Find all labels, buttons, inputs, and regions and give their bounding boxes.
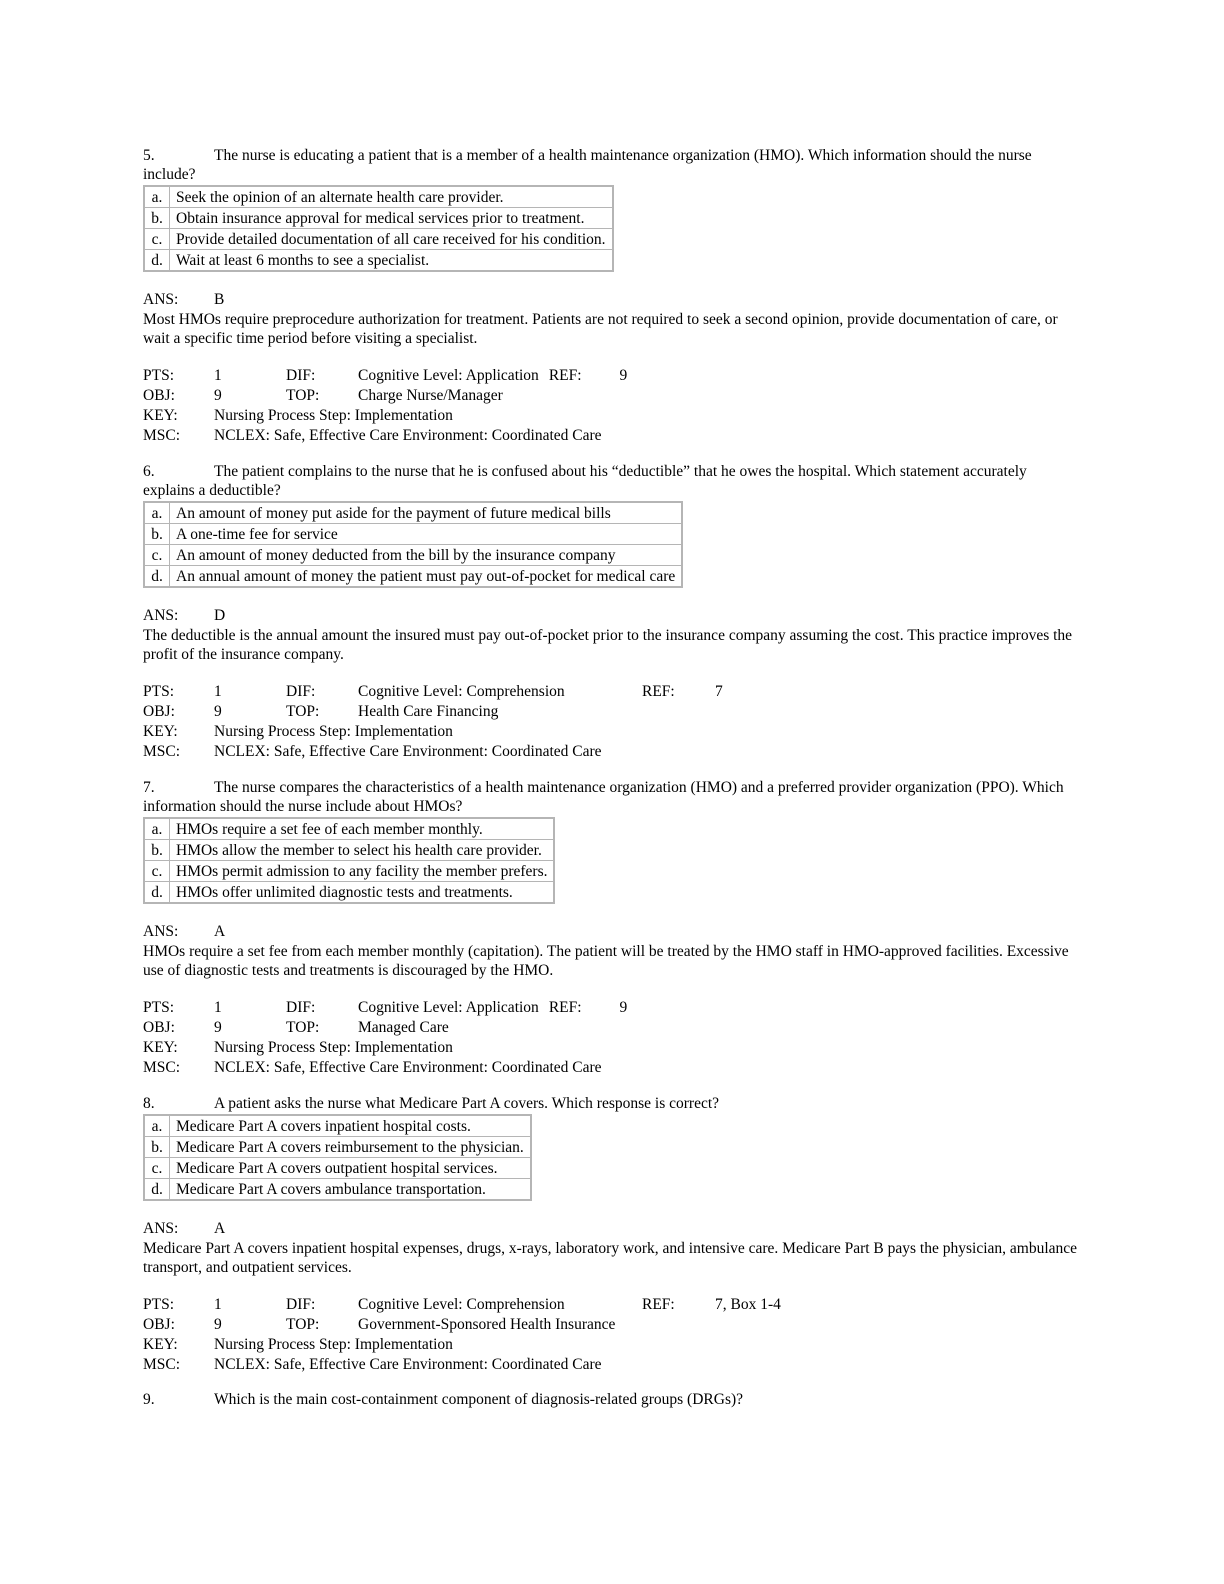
option-text: HMOs require a set fee of each member monthly. bbox=[170, 818, 555, 840]
option-letter: d. bbox=[144, 250, 170, 272]
key-label: KEY: bbox=[143, 407, 178, 424]
top-label: TOP: bbox=[286, 1019, 320, 1036]
question-stem bbox=[143, 462, 1078, 500]
option-letter: a. bbox=[144, 502, 170, 524]
option-row bbox=[144, 882, 554, 904]
question-number: 9. bbox=[143, 1391, 155, 1408]
question-number: 8. bbox=[143, 1095, 155, 1112]
option-text: HMOs permit admission to any facility the member prefers. bbox=[170, 861, 555, 882]
question-8 bbox=[143, 1094, 1078, 1375]
ans-label: ANS: bbox=[143, 607, 179, 624]
question-stem bbox=[143, 1390, 1078, 1409]
meta-row-obj bbox=[143, 386, 1078, 406]
ref-group bbox=[642, 1295, 781, 1314]
option-text: An annual amount of money the patient must pay out-of-pocket for medical care bbox=[170, 566, 683, 588]
option-row bbox=[144, 502, 682, 524]
dif-label: DIF: bbox=[286, 999, 316, 1016]
obj-label: OBJ: bbox=[143, 1019, 175, 1036]
option-row bbox=[144, 186, 613, 208]
option-row bbox=[144, 566, 682, 588]
meta-row-key bbox=[143, 722, 1078, 742]
question-text: The nurse compares the characteristics of a health maintenance organization (HMO) and a preferred provider organization (PPO). Which information should the nurse include about HMOs? bbox=[143, 779, 1064, 815]
option-row bbox=[144, 524, 682, 545]
question-text: The patient complains to the nurse that he is confused about his “deductible” that he owes the hospital. Which statement accurately explains a deductible? bbox=[143, 463, 1027, 499]
question-7 bbox=[143, 778, 1078, 1078]
pts-label: PTS: bbox=[143, 683, 175, 700]
top-label: TOP: bbox=[286, 1316, 320, 1333]
meta-row-msc bbox=[143, 742, 1078, 762]
msc-value: NCLEX: Safe, Effective Care Environment: Coordinated Care bbox=[214, 1356, 602, 1373]
answer-value: A bbox=[214, 923, 226, 940]
question-metadata bbox=[143, 366, 1078, 446]
option-letter: d. bbox=[144, 1179, 170, 1201]
question-5 bbox=[143, 146, 1078, 446]
key-value: Nursing Process Step: Implementation bbox=[214, 407, 453, 424]
obj-label: OBJ: bbox=[143, 387, 175, 404]
ref-group bbox=[549, 366, 627, 385]
key-label: KEY: bbox=[143, 1336, 178, 1353]
option-row bbox=[144, 208, 613, 229]
question-number: 6. bbox=[143, 463, 155, 480]
ref-label: REF: bbox=[548, 367, 582, 384]
meta-row-key bbox=[143, 406, 1078, 426]
option-row bbox=[144, 861, 554, 882]
ref-group bbox=[549, 998, 627, 1017]
key-value: Nursing Process Step: Implementation bbox=[214, 723, 453, 740]
question-stem bbox=[143, 1094, 1078, 1113]
obj-label: OBJ: bbox=[143, 703, 175, 720]
option-letter: c. bbox=[144, 861, 170, 882]
option-letter: b. bbox=[144, 524, 170, 545]
meta-row-msc bbox=[143, 1058, 1078, 1078]
top-value: Government-Sponsored Health Insurance bbox=[358, 1316, 616, 1333]
option-row bbox=[144, 545, 682, 566]
option-row bbox=[144, 229, 613, 250]
question-9 bbox=[143, 1390, 1078, 1409]
dif-label: DIF: bbox=[286, 367, 316, 384]
question-number: 5. bbox=[143, 147, 155, 164]
obj-value: 9 bbox=[214, 1316, 222, 1333]
question-text: The nurse is educating a patient that is a member of a health maintenance organization (HMO). Which information should the nurse include? bbox=[143, 147, 1032, 183]
ref-value: 7 bbox=[715, 683, 723, 700]
option-row bbox=[144, 840, 554, 861]
meta-row-key bbox=[143, 1038, 1078, 1058]
option-letter: a. bbox=[144, 186, 170, 208]
answer-options bbox=[143, 817, 555, 904]
pts-value: 1 bbox=[214, 999, 222, 1016]
question-stem bbox=[143, 778, 1078, 816]
option-text: HMOs offer unlimited diagnostic tests and treatments. bbox=[170, 882, 555, 904]
ans-label: ANS: bbox=[143, 1220, 179, 1237]
meta-row-pts bbox=[143, 682, 1078, 702]
question-metadata bbox=[143, 1295, 1078, 1375]
question-stem bbox=[143, 146, 1078, 184]
dif-label: DIF: bbox=[286, 1296, 316, 1313]
rationale: The deductible is the annual amount the insured must pay out-of-pocket prior to the insurance company assuming the cost. This practice improves the profit of the insurance company. bbox=[143, 627, 1073, 663]
key-value: Nursing Process Step: Implementation bbox=[214, 1039, 453, 1056]
option-text: An amount of money put aside for the payment of future medical bills bbox=[170, 502, 683, 524]
dif-value: Cognitive Level: Comprehension bbox=[358, 1296, 565, 1313]
dif-label: DIF: bbox=[286, 683, 316, 700]
msc-label: MSC: bbox=[143, 427, 181, 444]
question-6 bbox=[143, 462, 1078, 762]
option-text: Wait at least 6 months to see a specialist. bbox=[170, 250, 613, 272]
ans-label: ANS: bbox=[143, 291, 179, 308]
top-label: TOP: bbox=[286, 703, 320, 720]
option-row bbox=[144, 1137, 531, 1158]
option-text: Provide detailed documentation of all care received for his condition. bbox=[170, 229, 613, 250]
question-number: 7. bbox=[143, 779, 155, 796]
dif-value: Cognitive Level: Comprehension bbox=[358, 683, 565, 700]
msc-label: MSC: bbox=[143, 1356, 181, 1373]
meta-row-obj bbox=[143, 1018, 1078, 1038]
meta-row-key bbox=[143, 1335, 1078, 1355]
option-text: Medicare Part A covers ambulance transportation. bbox=[170, 1179, 531, 1201]
option-letter: a. bbox=[144, 818, 170, 840]
answer-value: A bbox=[214, 1220, 226, 1237]
ref-value: 7, Box 1-4 bbox=[715, 1296, 781, 1313]
ref-label: REF: bbox=[548, 999, 582, 1016]
top-value: Health Care Financing bbox=[358, 703, 499, 720]
answer-value: B bbox=[214, 291, 225, 308]
answer-options bbox=[143, 1114, 532, 1201]
rationale: HMOs require a set fee from each member monthly (capitation). The patient will be treated by the HMO staff in HMO-approved facilities. Excessive use of diagnostic tests and treatments is discouraged by the HMO. bbox=[143, 943, 1069, 979]
ans-label: ANS: bbox=[143, 923, 179, 940]
dif-value: Cognitive Level: Application bbox=[358, 999, 539, 1016]
answer-line bbox=[143, 922, 1078, 941]
msc-value: NCLEX: Safe, Effective Care Environment: Coordinated Care bbox=[214, 1059, 602, 1076]
answer-line bbox=[143, 606, 1078, 625]
msc-label: MSC: bbox=[143, 743, 181, 760]
option-text: Medicare Part A covers inpatient hospital costs. bbox=[170, 1115, 531, 1137]
obj-value: 9 bbox=[214, 703, 222, 720]
option-row bbox=[144, 818, 554, 840]
msc-value: NCLEX: Safe, Effective Care Environment: Coordinated Care bbox=[214, 427, 602, 444]
obj-value: 9 bbox=[214, 387, 222, 404]
rationale: Medicare Part A covers inpatient hospital expenses, drugs, x-rays, laboratory work, and intensive care. Medicare Part B pays the physician, ambulance transport, and outpatient services. bbox=[143, 1240, 1078, 1276]
option-text: Medicare Part A covers outpatient hospital services. bbox=[170, 1158, 531, 1179]
answer-line bbox=[143, 1219, 1078, 1238]
option-row bbox=[144, 1158, 531, 1179]
msc-label: MSC: bbox=[143, 1059, 181, 1076]
answer-value: D bbox=[214, 607, 226, 624]
option-letter: b. bbox=[144, 840, 170, 861]
pts-label: PTS: bbox=[143, 1296, 175, 1313]
pts-value: 1 bbox=[214, 1296, 222, 1313]
pts-value: 1 bbox=[214, 683, 222, 700]
ref-value: 9 bbox=[619, 367, 628, 384]
meta-row-pts bbox=[143, 366, 1078, 386]
obj-value: 9 bbox=[214, 1019, 222, 1036]
obj-label: OBJ: bbox=[143, 1316, 175, 1333]
top-value: Managed Care bbox=[358, 1019, 449, 1036]
option-letter: b. bbox=[144, 208, 170, 229]
option-letter: c. bbox=[144, 1158, 170, 1179]
meta-row-msc bbox=[143, 426, 1078, 446]
option-letter: d. bbox=[144, 566, 170, 588]
ref-label: REF: bbox=[642, 683, 675, 700]
msc-value: NCLEX: Safe, Effective Care Environment: Coordinated Care bbox=[214, 743, 602, 760]
option-text: An amount of money deducted from the bill by the insurance company bbox=[170, 545, 683, 566]
ref-value: 9 bbox=[619, 999, 628, 1016]
dif-value: Cognitive Level: Application bbox=[358, 367, 539, 384]
option-letter: b. bbox=[144, 1137, 170, 1158]
pts-label: PTS: bbox=[143, 999, 175, 1016]
answer-options bbox=[143, 185, 614, 272]
answer-options bbox=[143, 501, 683, 588]
option-letter: a. bbox=[144, 1115, 170, 1137]
option-text: A one-time fee for service bbox=[170, 524, 683, 545]
question-text: Which is the main cost-containment component of diagnosis-related groups (DRGs)? bbox=[214, 1391, 744, 1408]
option-letter: c. bbox=[144, 545, 170, 566]
pts-label: PTS: bbox=[143, 367, 175, 384]
option-text: HMOs allow the member to select his health care provider. bbox=[170, 840, 555, 861]
option-letter: d. bbox=[144, 882, 170, 904]
top-value: Charge Nurse/Manager bbox=[358, 387, 503, 404]
option-text: Obtain insurance approval for medical services prior to treatment. bbox=[170, 208, 613, 229]
question-text: A patient asks the nurse what Medicare Part A covers. Which response is correct? bbox=[214, 1095, 720, 1112]
question-metadata bbox=[143, 998, 1078, 1078]
meta-row-pts bbox=[143, 1295, 1078, 1315]
meta-row-msc bbox=[143, 1355, 1078, 1375]
meta-row-pts bbox=[143, 998, 1078, 1018]
option-row bbox=[144, 250, 613, 272]
option-row bbox=[144, 1115, 531, 1137]
pts-value: 1 bbox=[214, 367, 222, 384]
key-value: Nursing Process Step: Implementation bbox=[214, 1336, 453, 1353]
question-metadata bbox=[143, 682, 1078, 762]
ref-label: REF: bbox=[642, 1296, 675, 1313]
option-row bbox=[144, 1179, 531, 1201]
meta-row-obj bbox=[143, 702, 1078, 722]
key-label: KEY: bbox=[143, 723, 178, 740]
option-text: Seek the opinion of an alternate health care provider. bbox=[170, 186, 613, 208]
rationale: Most HMOs require preprocedure authorization for treatment. Patients are not required to seek a second opinion, provide documentation of care, or wait a specific time period before visiting a specialist. bbox=[143, 311, 1058, 347]
ref-group bbox=[642, 682, 723, 701]
key-label: KEY: bbox=[143, 1039, 178, 1056]
meta-row-obj bbox=[143, 1315, 1078, 1335]
option-letter: c. bbox=[144, 229, 170, 250]
top-label: TOP: bbox=[286, 387, 320, 404]
option-text: Medicare Part A covers reimbursement to the physician. bbox=[170, 1137, 531, 1158]
answer-line bbox=[143, 290, 1078, 309]
